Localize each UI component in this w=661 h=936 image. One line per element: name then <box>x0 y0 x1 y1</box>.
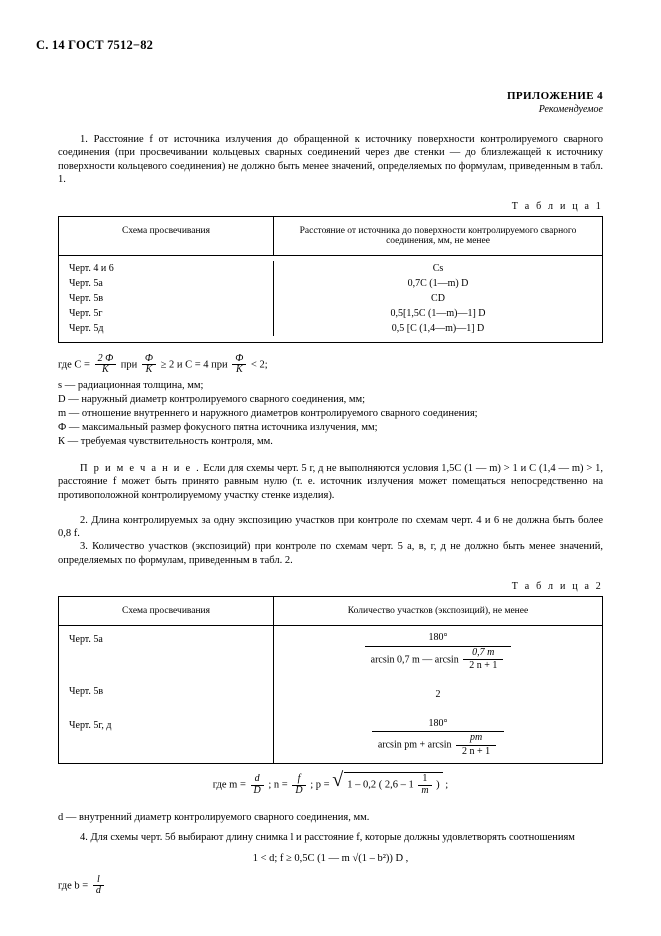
formula-c-mid2: ≥ 2 и С = 4 при <box>160 359 228 371</box>
paren-open: ( <box>378 779 383 791</box>
fraction-2phi-k: $\frac{2 Ф}{К}$ <box>95 354 117 376</box>
table2-formula <box>274 626 602 678</box>
paren-close: ) <box>436 779 440 791</box>
table2-header-col1: Схема просвечивания <box>59 597 274 625</box>
fraction-1-m: $\frac{1}{m}$ <box>418 774 431 796</box>
appendix-title: ПРИЛОЖЕНИЕ 4 <box>506 90 603 102</box>
table2-body <box>58 626 603 764</box>
table-row <box>59 306 602 321</box>
fraction-d-D: $\frac{d}{D}$ <box>251 774 264 796</box>
formula-c-prefix: где С = <box>58 359 90 371</box>
table2-scheme: Черт. 5г, д <box>59 712 274 764</box>
sqrt-expression <box>332 772 442 796</box>
note-label: П р и м е ч а н и е . <box>80 462 201 474</box>
table1-scheme: Черт. 5а <box>59 276 274 291</box>
formula-b <box>58 875 603 897</box>
table1-value: 0,5[1,5C (1—m)—1] D <box>390 307 486 319</box>
table1-body <box>58 256 603 343</box>
table1-scheme: Черт. 5г <box>59 306 274 321</box>
formula-m-mid2: ; p = <box>310 779 330 791</box>
paragraph-2: 2. Длина контролируемых за одну экспозицию участков при контроле по схемам черт. 4 и 6 не должна быть более 0,8 f. <box>58 514 603 539</box>
note-text: Если для схемы черт. 5 г, д не выполняются условия 1,5С (1 — m) > 1 и С (1,4 — m) > 1, расстояние f может быть принято равным нулю (т. е. источник излучения может помещаться непосредственно на противоположной контролируемому участку стенке изделия). <box>58 462 603 501</box>
table-row <box>59 291 602 306</box>
table2-den <box>365 647 512 672</box>
legend-item: D — наружный диаметр контролируемого сварного соединения, мм; <box>58 393 366 405</box>
table2-formula: 2 <box>435 689 441 701</box>
table2-header-row <box>58 596 603 626</box>
fraction-f-D: $\frac{f}{D}$ <box>292 774 305 796</box>
formula-b-prefix: где b = <box>58 880 89 892</box>
table1-scheme: Черт. 5в <box>59 291 274 306</box>
formula-m-prefix: где m = <box>212 779 246 791</box>
fraction-l-d: $\frac{l}{d}$ <box>93 875 104 897</box>
table-row <box>59 276 602 291</box>
legend-item: s — радиационная толщина, мм; <box>58 379 204 391</box>
page-header <box>36 38 153 53</box>
table1-header-row <box>58 216 603 256</box>
appendix-block <box>507 90 603 115</box>
table-row <box>59 626 602 678</box>
page-number-standard: С. 14 ГОСТ 7512−82 <box>36 38 154 52</box>
legend-item: m — отношение внутреннего и наружного диаметров контролируемого сварного соединения; <box>58 408 478 420</box>
formula-c <box>58 354 603 376</box>
formula-c-mid1: при <box>120 359 138 371</box>
sqrt-lead: 1 – 0,2 <box>347 779 377 791</box>
table1-header-col1: Схема просвечивания <box>59 217 274 255</box>
fraction-phi-k-2: $\frac{Ф}{К}$ <box>232 354 246 376</box>
legend-item: Ф — максимальный размер фокусного пятна источника излучения, мм; <box>58 422 378 434</box>
paragraph-4: 4. Для схемы черт. 5б выбирают длину снимка l и расстояние f, которые должны удовлетворять соотношениям <box>80 832 575 844</box>
table1-scheme: Черт. 5д <box>59 321 274 336</box>
legend-item: К — требуемая чувствительность контроля, мм. <box>58 436 273 448</box>
formula-m <box>58 772 603 796</box>
table2-num: 180° <box>372 718 504 733</box>
paragraph-1: 1. Расстояние f от источника излучения до обращенной к источнику поверхности контролируемого сварного соединения (при просвечивании кольцевых сварных соединений через две стенки — до близлежащей к источнику поверхности кольцевого соединения) не должно быть менее значений, определяемых по формулам, приведенным в табл. 1. <box>58 134 603 186</box>
table2-scheme: Черт. 5в <box>59 678 274 712</box>
note-block <box>58 462 603 503</box>
table-row <box>59 712 602 764</box>
table1-header-col2: Расстояние от источника до поверхности контролируемого сварного соединения, мм, не менее <box>299 225 577 246</box>
table2-den-prefix: arcsin pm + arcsin <box>377 739 452 751</box>
formula-final: 1 < d; f ≥ 0,5С (1 — m √(1 – b²)) D , <box>252 852 409 864</box>
document-body <box>58 133 603 897</box>
table2-den-fraction: $\frac{0,7 m}{2 n + 1}$ <box>463 648 503 672</box>
appendix-subtitle: Рекомендуемое <box>538 104 603 115</box>
formula-m-tail: ; <box>445 779 449 791</box>
table1-caption: Т а б л и ц а 1 <box>511 200 603 212</box>
table2-caption: Т а б л и ц а 2 <box>511 581 603 593</box>
table-row <box>59 321 602 336</box>
formula-c-tail: < 2; <box>250 359 268 371</box>
fraction-phi-k-1: $\frac{Ф}{К}$ <box>142 354 156 376</box>
table2-scheme: Черт. 5а <box>59 626 274 678</box>
legend-d: d — внутренний диаметр контролируемого сварного соединения, мм. <box>58 812 370 824</box>
table2-header-col2: Количество участков (экспозиций), не менее <box>347 606 529 617</box>
table1-value: Cs <box>432 262 444 274</box>
table1-value: CD <box>431 292 445 304</box>
table2-den <box>372 732 504 757</box>
table-row <box>59 678 602 712</box>
table2-den-fraction: $\frac{pm}{2 n + 1}$ <box>456 733 496 757</box>
formula-m-mid1: ; n = <box>268 779 288 791</box>
paragraph-3: 3. Количество участков (экспозиций) при контроле по схемам черт. 5 а, в, г, д не должно быть менее значений, определяемых по формулам, приведенным в табл. 2. <box>58 541 603 566</box>
table-row <box>59 261 602 276</box>
sqrt-inner: 2,6 – 1 <box>384 779 414 791</box>
legend-list <box>58 379 603 450</box>
table1-value: 0,7С (1—m) D <box>407 277 469 289</box>
table1-value: 0,5 [C (1,4—m)—1] D <box>391 322 485 334</box>
table1-scheme: Черт. 4 и 6 <box>59 261 274 276</box>
table2-den-prefix: arcsin 0,7 m — arcsin <box>370 654 459 666</box>
table2-num: 180° <box>365 632 512 647</box>
table2-formula <box>274 712 602 764</box>
